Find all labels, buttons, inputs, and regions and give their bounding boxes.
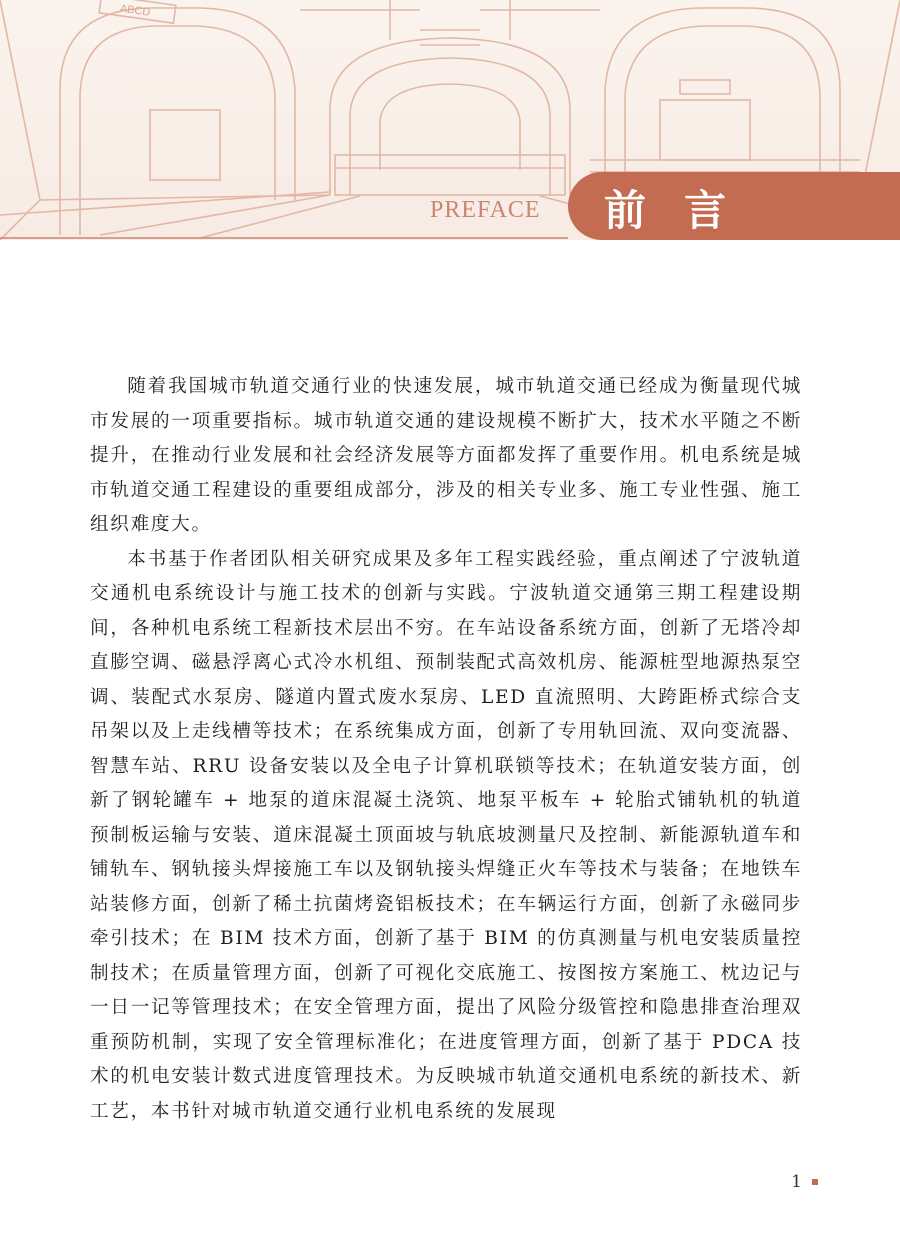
page-marker-square — [812, 1179, 818, 1185]
main-text — [90, 370, 802, 1129]
paragraph-2: 本书基于作者团队相关研究成果及多年工程实践经验，重点阐述了宁波轨道交通机电系统设计与施工技术的创新与实践。宁波轨道交通第三期工程建设期间，各种机电系统工程新技术层出不穷。在车站设备系统方面，创新了无塔冷却直膨空调、磁悬浮离心式冷水机组、预制装配式高效机房、能源桩型地源热泵空调、装配式水泵房、隧道内置式废水泵房、LED 直流照明、大跨距桥式综合支吊架以及上走线槽等技术；在系统集成方面，创新了专用轨回流、双向变流器、智慧车站、RRU 设备安装以及全电子计算机联锁等技术；在轨道安装方面，创新了钢轮罐车 + 地泵的道床混凝土浇筑、地泵平板车 + 轮胎式铺轨机的轨道预制板运输与安装、道床混凝土顶面坡与轨底坡测量尺及控制、新能源轨道车和铺轨车、钢轨接头焊接施工车以及钢轨接头焊缝正火车等技术与装备；在地铁车站装修方面，创新了稀土抗菌烤瓷铝板技术；在车辆运行方面，创新了永磁同步牵引技术；在 BIM 技术方面，创新了基于 BIM 的仿真测量与机电安装质量控制技术；在质量管理方面，创新了可视化交底施工、按图按方案施工、枕边记与一日一记等管理技术；在安全管理方面，提出了风险分级管控和隐患排查治理双重预防机制，实现了安全管理标准化；在进度管理方面，创新了基于 PDCA 技术的机电安装计数式进度管理技术。为反映城市轨道交通机电系统的新技术、新工艺，本书针对城市轨道交通行业机电系统的发展现 — [90, 548, 802, 1122]
sign-text: ABCD — [119, 2, 151, 19]
page-title: 前言 — [604, 186, 765, 235]
page-number: 1 — [791, 1172, 802, 1192]
header-banner — [0, 0, 900, 240]
preface-label: PREFACE — [430, 197, 541, 223]
paragraph-1: 随着我国城市轨道交通行业的快速发展，城市轨道交通已经成为衡量现代城市发展的一项重要指标。城市轨道交通的建设规模不断扩大，技术水平随之不断提升，在推动行业发展和社会经济发展等方面都发挥了重要作用。机电系统是城市轨道交通工程建设的重要组成部分，涉及的相关专业多、施工专业性强、施工组织难度大。 — [90, 376, 802, 535]
page-footer — [791, 1172, 818, 1192]
